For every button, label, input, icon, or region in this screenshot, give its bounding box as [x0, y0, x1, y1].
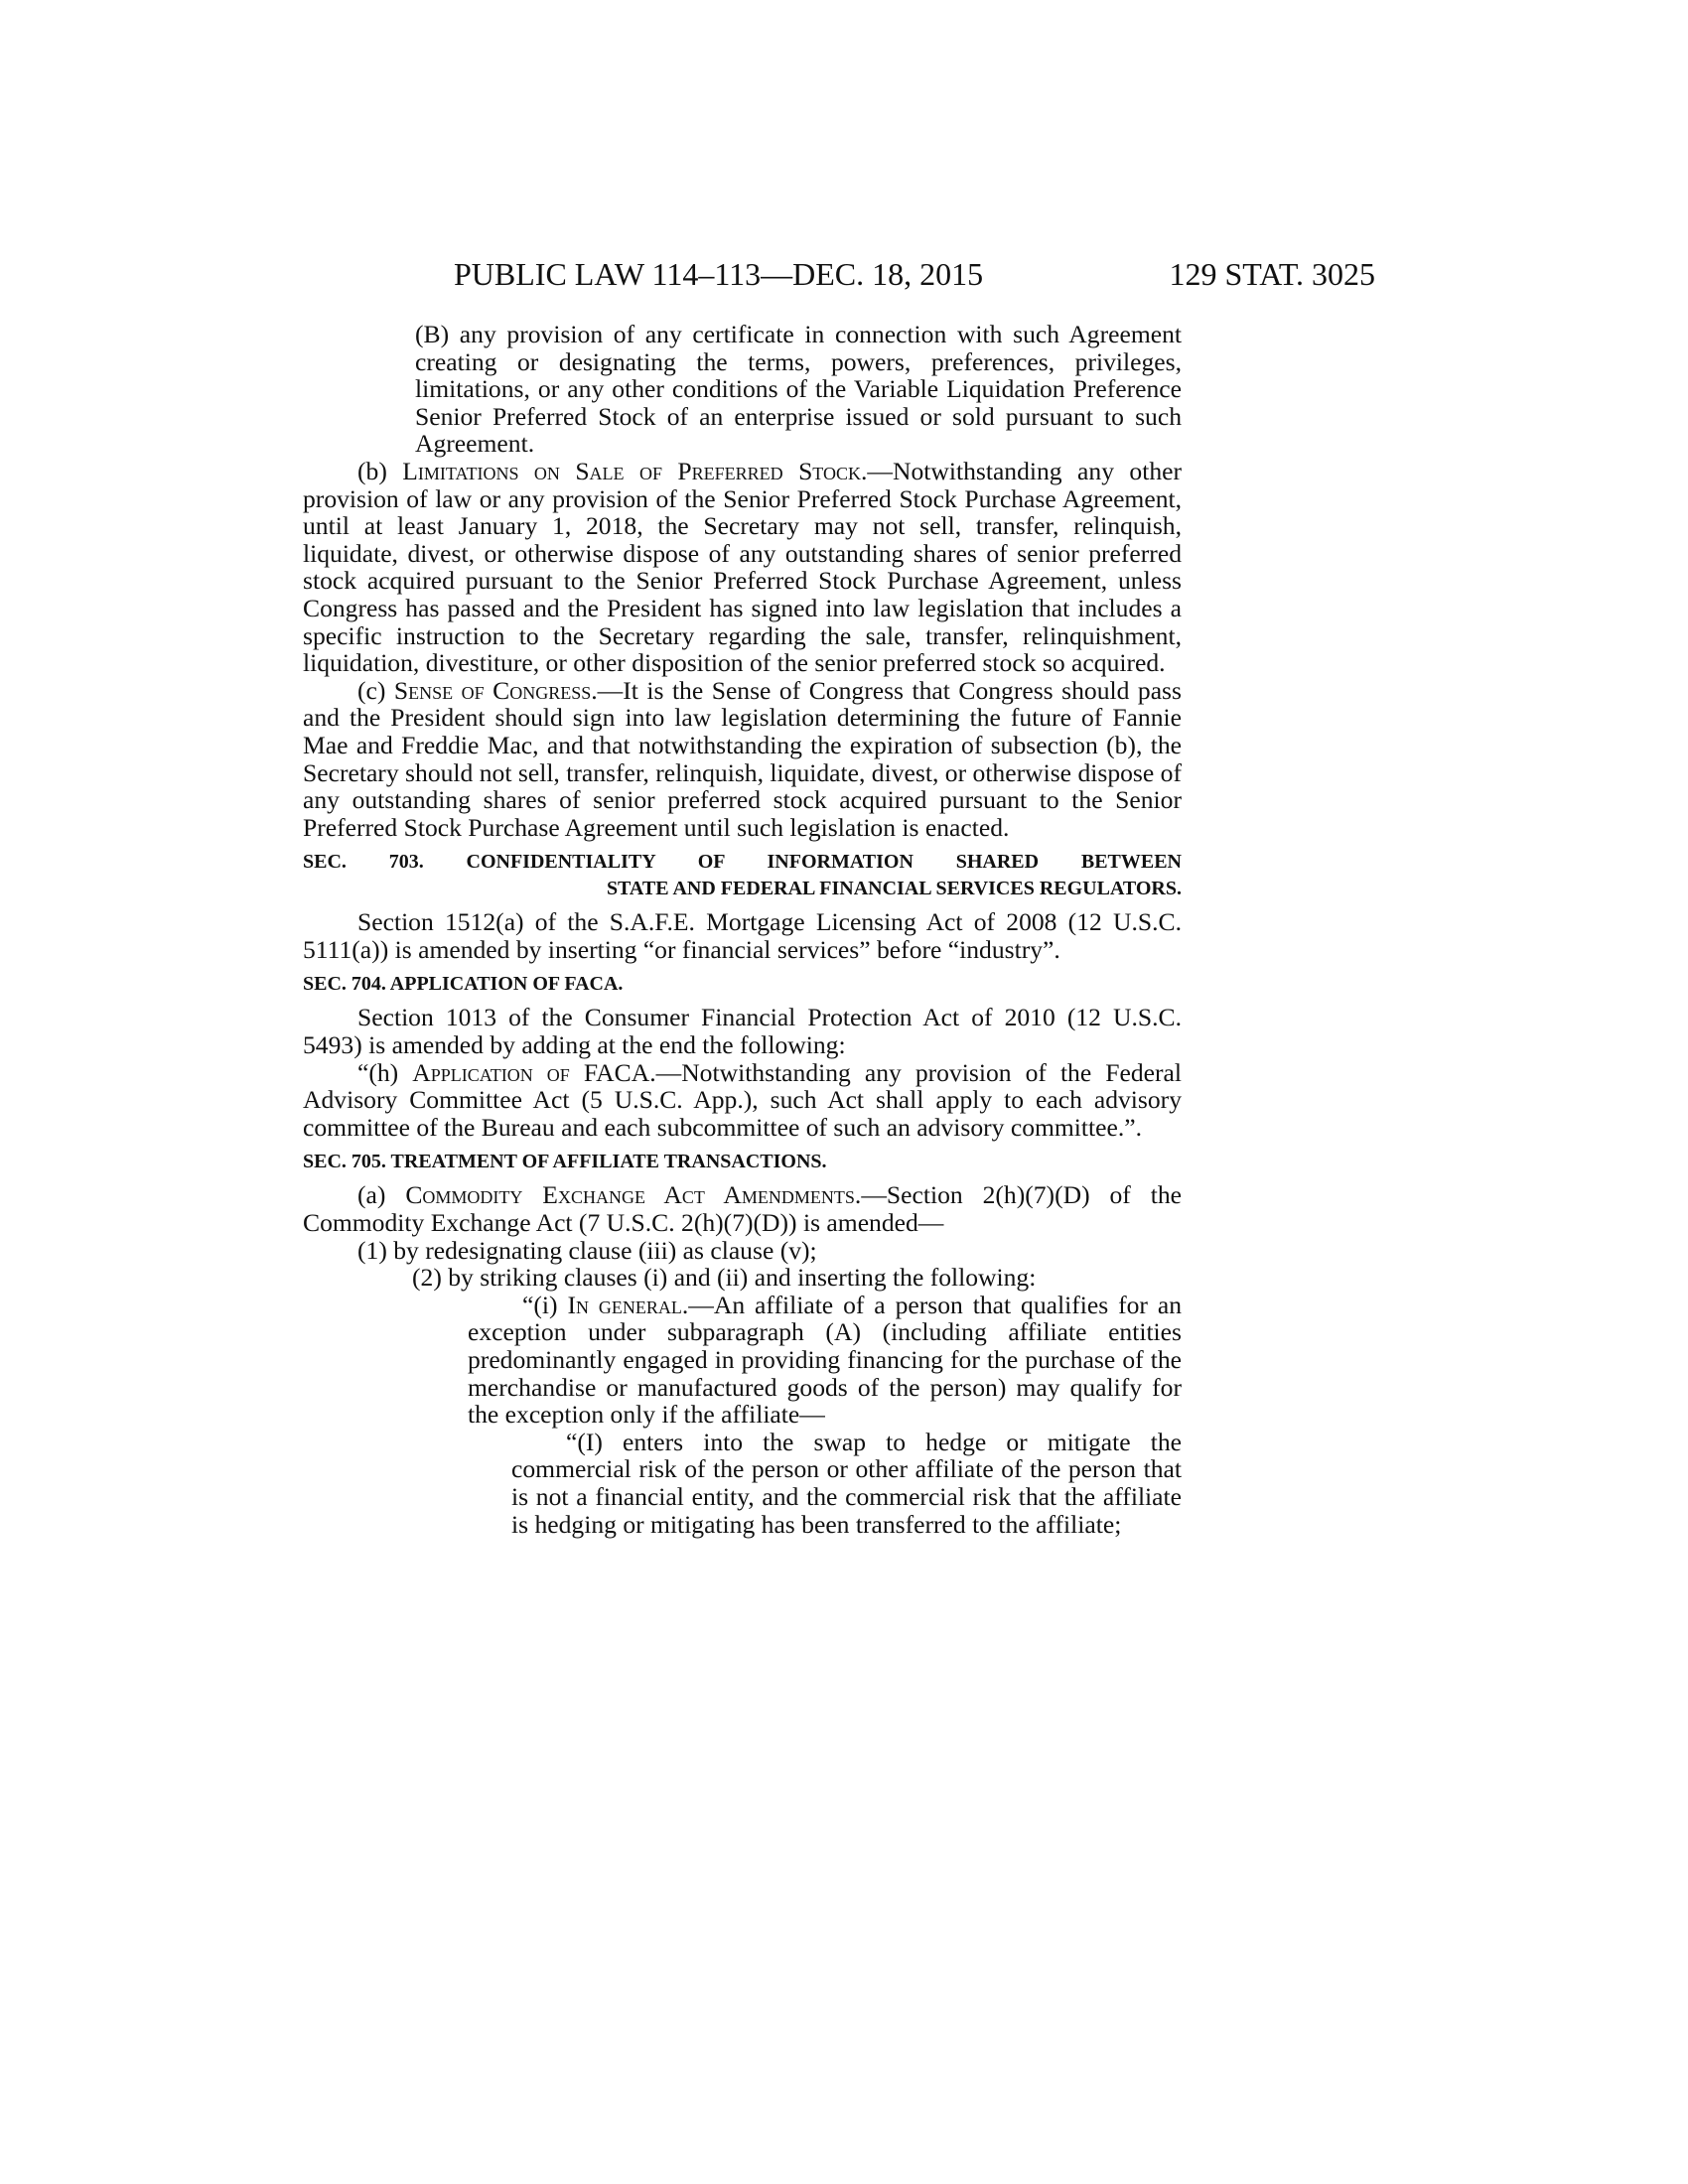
paragraph-item-2: (2) by striking clauses (i) and (ii) and inserting the following: [412, 1263, 1037, 1293]
section-705-heading: SEC. 705. TREATMENT OF AFFILIATE TRANSACTIONS. [303, 1151, 827, 1173]
document-body [303, 321, 1182, 1538]
paragraph-section-704: Section 1013 of the Consumer Financial Protection Act of 2010 (12 U.S.C. 5493) is amended by adding at the end the following: [303, 1003, 1182, 1060]
paragraph-item-1: (1) by redesignating clause (iii) as clause (v); [357, 1235, 817, 1265]
subsection-a-label: (a) [357, 1180, 406, 1210]
paragraph-section-703: Section 1512(a) of the S.A.F.E. Mortgage Licensing Act of 2008 (12 U.S.C. 5111(a)) is amended by inserting “or financial services” before “industry”. [303, 907, 1182, 964]
section-703-heading [303, 849, 1182, 902]
statute-page-number: 129 STAT. 3025 [1169, 256, 1375, 292]
paragraph-subparagraph-B: (B) any provision of any certificate in connection with such Agreement creating or designating the terms, powers, preferences, privileges, limitations, or any other conditions of the Variable Liquidation Preference Senior Preferred Stock of an enterprise issued or sold pursuant to such Agreement. [415, 320, 1182, 459]
section-704-heading: SEC. 704. APPLICATION OF FACA. [303, 973, 624, 996]
subsection-h-text: —Notwithstanding any provision of the Federal Advisory Committee Act (5 U.S.C. App.), such Act shall apply to each advisory committee of the Bureau and each subcommittee of such an advisory committee.”. [303, 1057, 1182, 1142]
paragraph-subsection-a [303, 1181, 1182, 1236]
clause-i-label: “(i) [522, 1290, 568, 1319]
subsection-b-label: (b) [357, 456, 403, 485]
subsection-c-text: —It is the Sense of Congress that Congress should pass and the President should sign into law legislation determining the future of Fannie Mae and Freddie Mac, and that notwithstanding the expiration of subsection (b), the Secretary should not sell, transfer, relinquish, liquidate, divest, or otherwise dispose of any outstanding shares of senior preferred stock acquired pursuant to the Senior Preferred Stock Purchase Agreement until such legislation is enacted. [303, 675, 1182, 842]
clause-i-heading: In general. [567, 1290, 689, 1319]
subsection-h-heading: Application of FACA. [412, 1057, 656, 1087]
subsection-c-label: (c) [357, 675, 394, 705]
paragraph-clause-i [468, 1292, 1182, 1429]
paragraph-subclause-I: “(I) enters into the swap to hedge or mitigate the commercial risk of the person or other affiliate of the person that is not a financial entity, and the commercial risk that the affiliate is hedging or mitigating has been transferred to the affiliate; [511, 1427, 1182, 1539]
law-citation: PUBLIC LAW 114–113—DEC. 18, 2015 [454, 256, 984, 292]
subsection-a-text: —Section 2(h)(7)(D) of the Commodity Exchange Act (7 U.S.C. 2(h)(7)(D)) is amended— [303, 1180, 1183, 1238]
document-page [303, 253, 1375, 1539]
section-703-heading-line1: SEC. 703. CONFIDENTIALITY OF INFORMATION SHARED BETWEEN [303, 851, 1182, 874]
subsection-h-label: “(h) [357, 1057, 413, 1087]
subsection-a-heading: Commodity Exchange Act Amendments. [405, 1180, 862, 1210]
paragraph-subsection-c [303, 677, 1182, 842]
subsection-b-text: —Notwithstanding any other provision of law or any provision of the Senior Preferred Stock Purchase Agreement, until at least January 1, 2018, the Secretary may not sell, transfer, relinquish, liquidate, divest, or otherwise dispose of any outstanding shares of senior preferred stock acquired pursuant to the Senior Preferred Stock Purchase Agreement, unless Congress has passed and the President has signed into law legislation that includes a specific instruction to the Secretary regarding the sale, transfer, relinquishment, liquidation, divestiture, or other disposition of the senior preferred stock so acquired. [303, 456, 1182, 678]
subsection-c-heading: Sense of Congress. [393, 675, 598, 705]
subsection-b-heading: Limitations on Sale of Preferred Stock. [402, 456, 868, 485]
paragraph-subsection-b [303, 458, 1182, 677]
paragraph-subsection-h [303, 1059, 1182, 1142]
running-header [303, 253, 1375, 295]
section-703-heading-line2: STATE AND FEDERAL FINANCIAL SERVICES REGULATORS. [606, 878, 1182, 900]
clause-i-text: —An affiliate of a person that qualifies for an exception under subparagraph (A) (including affiliate entities predominantly engaged in providing financing for the purchase of the merchandise or manufactured goods of the person) may qualify for the exception only if the affiliate— [468, 1290, 1182, 1430]
